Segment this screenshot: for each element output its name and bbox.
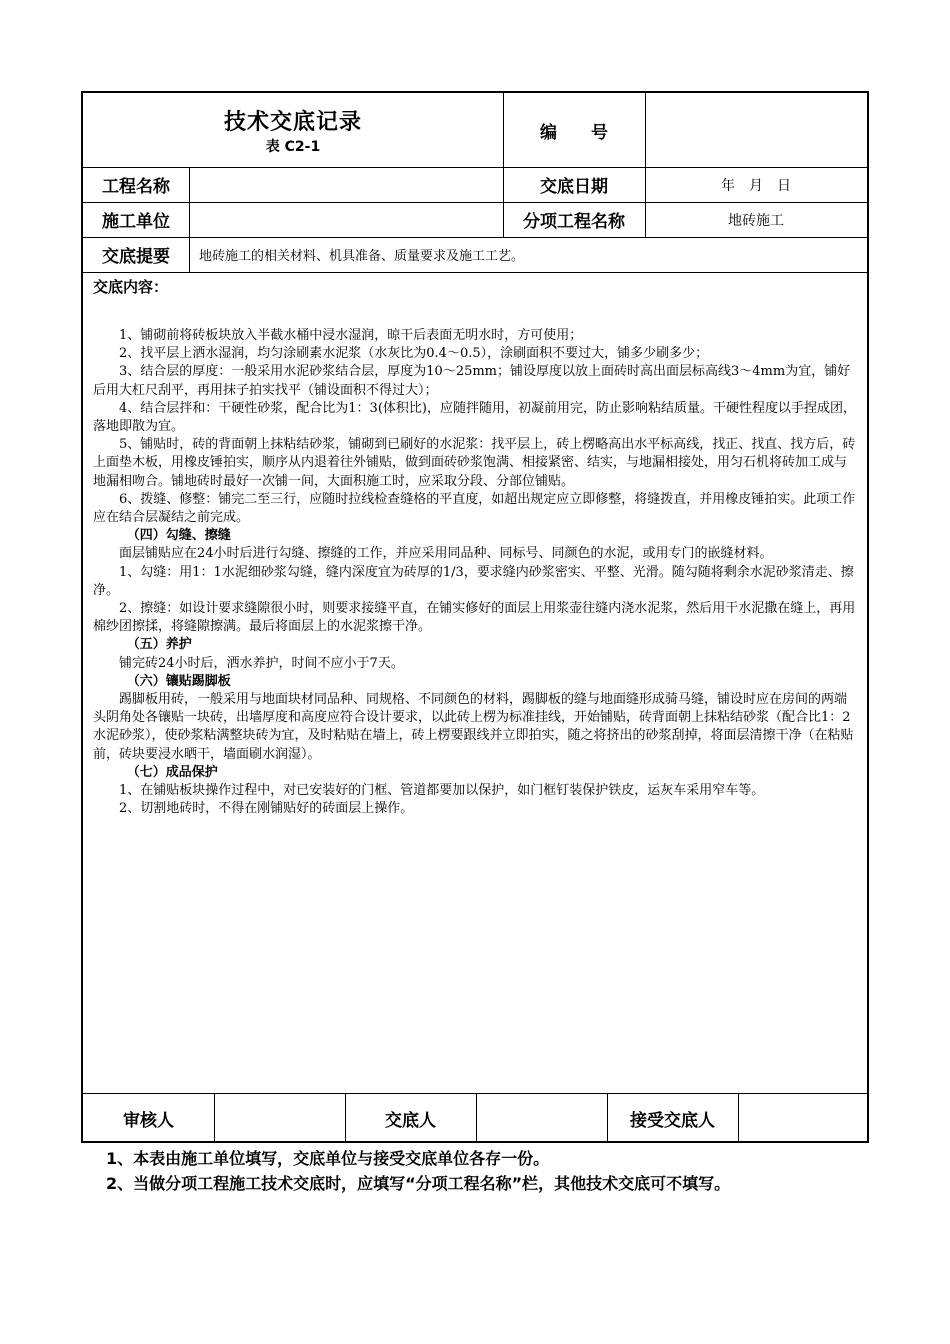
footer-note: 2、当做分项工程施工技术交底时，应填写“分项工程名称”栏，其他技术交底可不填写。 [106, 1174, 731, 1193]
row-divider [83, 272, 867, 273]
content-paragraph: 5、铺贴时，砖的背面朝上抹粘结砂浆，铺砌到已刷好的水泥浆：找平层上，砖上楞略高出水平标高线，找正、找直、找方后，砖上面垫木板，用橡皮锤拍实，顺序从内退着往外铺贴，做到面砖砂浆饱满、相接紧密、结实，与地漏相接处，用匀石机将砖加工成与地漏相吻合。铺地砖时最好一次铺一间，大面积施工时，应采取分段、分部位铺贴。 [93, 437, 856, 489]
presenter-label: 交底人 [385, 1110, 436, 1131]
date-field[interactable]: 年 月 日 [721, 177, 791, 194]
section-heading: （七）成品保护 [126, 764, 218, 780]
form-title: 技术交底记录 [223, 109, 362, 135]
content-paragraph: 2、切割地砖时，不得在刚铺贴好的砖面层上操作。 [119, 801, 414, 817]
content-paragraph: 6、拨缝、修整：铺完二至三行，应随时拉线检查缝格的平直度，如超出规定应立即修整，将缝拨直，并用橡皮锤拍实。此项工作应在结合层凝结之前完成。 [93, 491, 856, 526]
content-paragraph: 1、铺砌前将砖板块放入半截水桶中浸水湿润，晾干后表面无明水时，方可使用； [119, 328, 583, 343]
disclosure-content [93, 275, 859, 818]
footer-note: 1、本表由施工单位填写，交底单位与接受交底单位各存一份。 [106, 1149, 550, 1168]
content-paragraph: 2、擦缝：如设计要求缝隙很小时，则要求接缝平直，在铺实修好的面层上用浆壶往缝内浇水泥浆，然后用干水泥撒在缝上，再用棉纱团擦揉，将缝隙擦满。最后将面层上的水泥浆擦干净。 [93, 601, 856, 635]
content-paragraph: 踢脚板用砖，一般采用与地面块材同品种、同规格、不同颜色的材料，踢脚板的缝与地面缝形成骑马缝，铺设时应在房间的两端头阴角处各镶贴一块砖，出墙厚度和高度应符合设计要求，以此砖上楞为标准挂线，开始铺贴，砖背面朝上抹粘结砂浆（配合比1：2水泥砂浆），使砂浆粘满整块砖为宜，及时粘贴在墙上，砖上楞要跟线并立即拍实，随之将挤出的砂浆刮掉，将面层清擦干净（在粘贴前，砖块要浸水晒干，墙面刷水润湿）。 [93, 692, 854, 762]
reviewer-field[interactable] [214, 1093, 345, 1143]
date-label: 交底日期 [540, 177, 608, 197]
summary-label: 交底提要 [102, 247, 170, 267]
reviewer-label: 审核人 [123, 1110, 174, 1131]
subitem-field[interactable]: 地砖施工 [728, 212, 784, 229]
receiver-label: 接受交底人 [630, 1110, 715, 1131]
content-paragraph: 1、勾缝：用1：1水泥细砂浆勾缝，缝内深度宜为砖厚的1/3，要求缝内砂浆密实、平整、光滑。随勾随将剩余水泥砂浆清走、擦净。 [93, 564, 854, 598]
content-heading: 交底内容： [93, 278, 169, 296]
section-heading: （五）养护 [126, 637, 192, 653]
content-paragraphs [93, 327, 859, 818]
content-paragraph: 4、结合层拌和：干硬性砂浆，配合比为1：3(体积比)，应随拌随用，初凝前用完，防止影响粘结质量。干硬性程度以手捏成团，落地即散为宜。 [93, 400, 856, 435]
receiver-field[interactable] [738, 1093, 867, 1143]
number-label: 编 号 [540, 122, 608, 143]
content-paragraph: 1、在铺贴板块操作过程中，对已安装好的门框、管道都要加以保护，如门框钉装保护铁皮，运灰车采用窄车等。 [119, 783, 765, 799]
summary-field[interactable]: 地砖施工的相关材料、机具准备、质量要求及施工工艺。 [199, 249, 525, 264]
disclosure-form [81, 91, 869, 1143]
section-heading: （六）镶贴踢脚板 [126, 673, 231, 689]
contractor-label: 施工单位 [102, 212, 170, 232]
number-field[interactable] [645, 93, 867, 167]
subitem-label: 分项工程名称 [523, 212, 625, 232]
presenter-field[interactable] [476, 1093, 607, 1143]
section-heading: （四）勾缝、擦缝 [126, 528, 231, 544]
content-paragraph: 2、找平层上洒水湿润，均匀涂刷素水泥浆（水灰比为0.4～0.5），涂刷面积不要过大，铺多少刷多少； [119, 346, 709, 362]
project-name-label: 工程名称 [102, 177, 170, 197]
content-paragraph: 3、结合层的厚度：一般采用水泥砂浆结合层，厚度为10～25mm；铺设厚度以放上面砖时高出面层标高线3～4mm为宜，铺好后用大杠尺刮平，再用抹子拍实找平（铺设面积不得过大）； [93, 364, 851, 398]
form-code: 表 C2-1 [265, 138, 321, 155]
content-paragraph: 铺完砖24小时后，洒水养护，时间不应小于7天。 [119, 655, 404, 671]
content-paragraph: 面层铺贴应在24小时后进行勾缝、擦缝的工作，并应采用同品种、同标号、同颜色的水泥，或用专门的嵌缝材料。 [119, 546, 773, 562]
contractor-field[interactable] [189, 202, 503, 237]
form-title-cell [83, 93, 503, 167]
footer-notes [106, 1146, 730, 1196]
project-name-field[interactable] [189, 167, 503, 202]
